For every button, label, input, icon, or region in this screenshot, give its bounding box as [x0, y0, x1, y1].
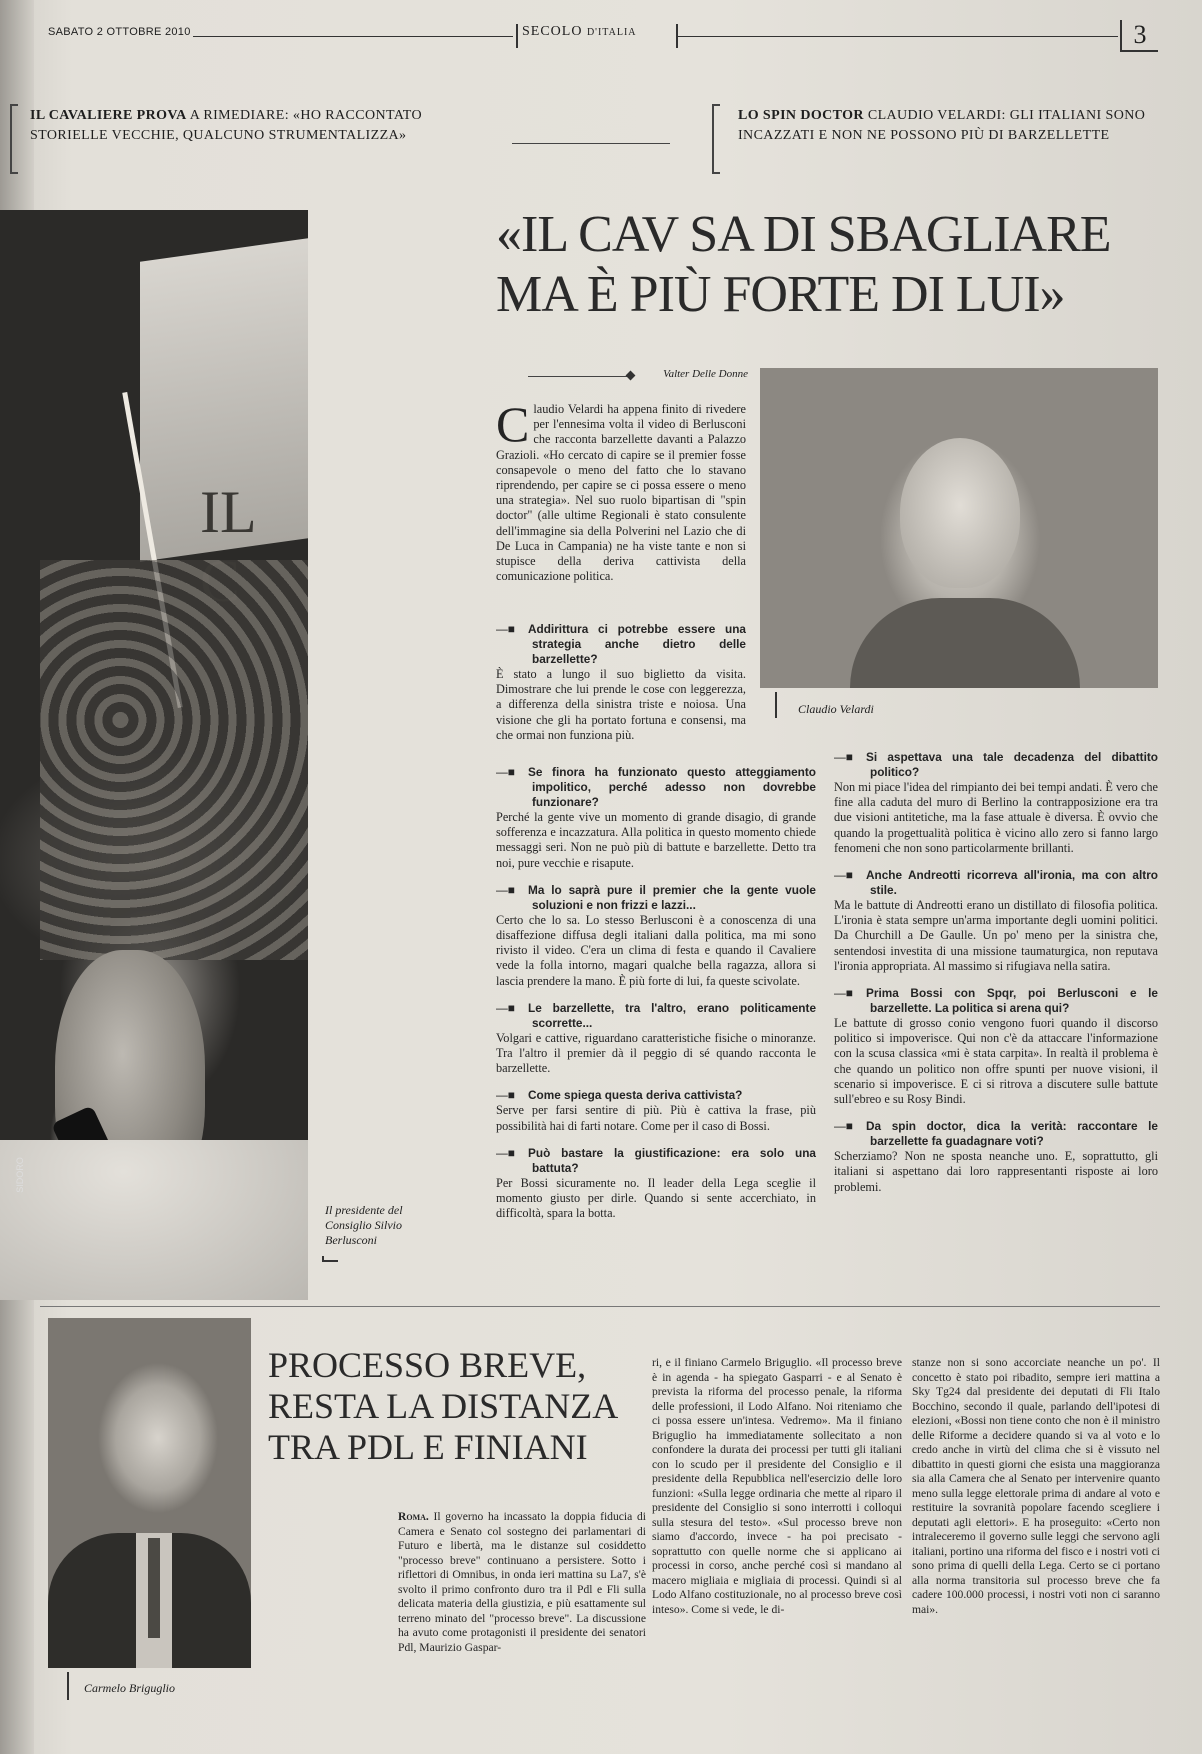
- answer: Perché la gente vive un momento di grande disagio, di grande sofferenza e incazzatura. Alla politica in questo momento chiede messaggi seri. Non ne può più di battute e barzellette. Detto tra noi, pure vecchie e risapute.: [496, 810, 816, 870]
- kicker-right-text: CLAUDIO VELARDI: GLI ITALIANI SONO INCAZZATI E NON NE POSSONO PIÙ DI BARZELLETTE: [738, 108, 1146, 143]
- caption-rule: [775, 692, 777, 718]
- answer: È stato a lungo il suo biglietto da visita. Dimostrare che lui prende le cose con leggerezza, a differenza della sinistra triste e noiosa. Una visione che gli ha portato fortuna e consensi, ma che ormai non funziona più.: [496, 667, 746, 742]
- article2-headline: PROCESSO BREVE, RESTA LA DISTANZA TRA PDL E FINIANI: [268, 1345, 617, 1467]
- photo-shoulder: [0, 1140, 308, 1300]
- briguglio-photo: [48, 1318, 251, 1668]
- question: —■ Anche Andreotti ricorreva all'ironia, ma con altro stile.: [834, 868, 1158, 898]
- article2-col2-text: ri, e il finiano Carmelo Briguglio. «Il processo breve è in agenda - ha spiegato Gasparri - e al Senato è prevista la riforma del processo penale, la riforma delle professioni, il Lodo Alfano. Noi riteniamo che ci possa essere un'intesa. Vedremo». Ma il finiano Briguglio ha immediatamente sollecitato a non confondere la durata dei processi per tutti gli italiani con lo scudo per il presidente del Consiglio e il presidente della Repubblica nell'esercizio delle loro funzioni: «Sulla legge ordinaria che mette al riparo il presidente del Consiglio si sono interrotti i colloqui sulla stesura del testo». «Sul processo breve non siamo d'accordo, invece - ha poi precisato - soprattutto con quelle norme che si applicano ai processi in corso, anche perché così si mandano al macero migliaia e migliaia di processi. Quindi sì al Lodo Alfano costituzionale, no al processo breve così inteso». Come si vede, le di-: [652, 1356, 902, 1616]
- page-number: 3: [1120, 20, 1158, 52]
- photo-crowd: [40, 560, 308, 960]
- article2-col3-text: stanze non si sono accorciate neanche un po'. Il concetto è stato poi ribadito, sempre ieri mattina a Sky Tg24 dal presidente dei deputati di Fli Italo Bocchino, secondo il quale, parlando dell'ipotesi di elezioni, «Bossi non tiene conto che non è il ministro delle Riforme a decidere quando si va al voto e lo credo anche in virtù del clima che si è vissuto nel dibattito in questi giorni che esista una maggioranza sia alla Camera che al Senato per intervenire quanto meno sulla legge elettorale prima di andare al voto e restituire la sovranità popolare facendo scegliere i deputati agli elettori». E ha proseguito: «Certo non intraleceremo il governo sulle leggi che servono agli italiani, portino una riforma del fisco e i nostri voti ci sono prima di quelli della Lega. Certo se ci portano alla norma transitoria sul processo breve che fa cadere 100.000 processi, i nostri voti non ci saranno mai».: [912, 1356, 1160, 1616]
- caption-rule: [322, 1260, 338, 1262]
- masthead-date: SABATO 2 OTTOBRE 2010: [48, 26, 191, 38]
- article2-col1-text: Roma. Il governo ha incassato la doppia fiducia di Camera e Senato col sostegno dei parlamentari di Futuro e libertà, ma le distanze sul cosiddetto "processo breve" continuano a persistere. Sotto i riflettori di Omnibus, in onda ieri mattina su La7, s'è svolto il primo confronto duro tra il Pdl e Fli sulla delicata materia della giustizia, e più esattamente sul terreno minato del "processo breve". La discussione ha avuto come protagonisti il presidente dei senatori Pdl, Maurizio Gaspar-: [398, 1510, 646, 1654]
- kicker-left-text: A RIMEDIARE: «HO RACCONTATO STORIELLE VECCHIE, QUALCUNO STRUMENTALIZZA»: [30, 108, 422, 143]
- kicker-left-bold: IL CAVALIERE PROVA: [30, 108, 187, 123]
- kicker-right: [738, 106, 1158, 146]
- answer: Serve per farsi sentire di più. Più è cattiva la frase, più possibilità hai di farti notare. Come per il caso di Bossi.: [496, 1103, 816, 1133]
- question: —■ Prima Bossi con Spqr, poi Berlusconi e le barzellette. La politica si arena qui?: [834, 986, 1158, 1016]
- kicker-rule: [512, 143, 670, 144]
- answer: Per Bossi sicuramente no. Il leader della Lega sceglie il momento giusto per dirle. Quando si sente accerchiato, in difficoltà, spara la botta.: [496, 1175, 816, 1221]
- main-photo-caption: Il presidente del Consiglio Silvio Berlusconi: [325, 1203, 403, 1247]
- photo-tie: [148, 1538, 160, 1638]
- answer: Volgari e cattive, riguardano caratteristiche fisiche o minoranze. Tra l'altro il premier dà il peggio di sé quando racconta le barzellette.: [496, 1030, 816, 1076]
- photo-banner-letters: IL: [200, 479, 255, 545]
- masthead-divider: [516, 24, 518, 48]
- section-separator: [40, 1306, 1160, 1307]
- question: —■ Le barzellette, tra l'altro, erano politicamente scorrette...: [496, 1000, 816, 1030]
- caption-rule: [67, 1672, 69, 1700]
- velardi-photo: [760, 368, 1158, 688]
- article2-column-1: [398, 1510, 646, 1655]
- article1-column-3: [834, 750, 1158, 1195]
- photo-credit: SIDORO: [14, 1157, 25, 1193]
- question: —■ Addirittura ci potrebbe essere una strategia anche dietro delle barzellette?: [496, 622, 746, 666]
- masthead: [48, 22, 1158, 52]
- velardi-photo-caption: Claudio Velardi: [798, 702, 874, 716]
- dateline: Roma.: [398, 1510, 429, 1523]
- photo-sweater: [850, 598, 1080, 688]
- answer: Non mi piace l'idea del rimpianto dei bei tempi andati. È vero che fine alla caduta del muro di Berlino la contrapposizione era tra due visioni antitetiche, ma la fase attuale è diversa. È ovvio che quando la progettualità politica è vicino allo zero si fanno largo fenomeni che non sono particolarmente brillanti.: [834, 780, 1158, 855]
- question: —■ Da spin doctor, dica la verità: raccontare le barzellette fa guadagnare voti?: [834, 1119, 1158, 1149]
- kicker-right-bold: LO SPIN DOCTOR: [738, 108, 864, 123]
- question: —■ Può bastare la giustificazione: era solo una battuta?: [496, 1145, 816, 1175]
- article1-qa-block: [496, 622, 746, 743]
- dropcap: C: [496, 396, 530, 452]
- question: —■ Come spiega questa deriva cattivista?: [496, 1088, 743, 1103]
- article2-column-3: [912, 1356, 1160, 1617]
- article1-headline: «IL CAV SA DI SBAGLIARE MA È PIÙ FORTE DI LUI»: [496, 206, 1111, 323]
- answer: Le battute di grosso conio vengono fuori quando il discorso politico si impoverisce. Qui non c'è da attaccare l'informazione con la scusa classica «mi è stata carpita». In realtà il problema è che quando un politico non offre spunti per nuove visioni, il scenario si impoverisce. E ci si ritrova a discutere sulle battute sull'ebreo e su Rosy Bindi.: [834, 1016, 1158, 1107]
- article2-column-2: [652, 1356, 902, 1617]
- answer: Ma le battute di Andreotti erano un distillato di filosofia politica. L'ironia è stata sempre un'arma importante degli uomini politici. Da Churchill a De Gaulle. Un po' meno per la sinistra che, sentendosi investita di una missione taumaturgica, non reputava l'ironia appropriata. Al massimo si rifugiava nella satira.: [834, 898, 1158, 973]
- byline: Valter Delle Donne: [663, 368, 748, 380]
- briguglio-photo-caption: Carmelo Briguglio: [84, 1681, 176, 1695]
- article1-intro: Claudio Velardi ha appena finito di rivedere per l'ennesima volta il video di Berlusconi che racconta barzellette davanti a Palazzo Grazioli. «Ho cercato di capire se il premier fosse consapevole o meno del fatto che lo stavano riprendendo, per capire se ci possa essere o meno una strategia». Nel suo ruolo bipartisan di "spin doctor" (alle ultime Regionali è stato consulente dell'immagine sia della Polverini nel Lazio che di De Luca in Campania) ne ha viste tante e non si stupisce della deriva cattivista della comunicazione politica.: [496, 396, 746, 584]
- berlusconi-photo: [0, 210, 308, 1288]
- question: —■ Si aspettava una tale decadenza del dibattito politico?: [834, 750, 1158, 779]
- question: —■ Ma lo saprà pure il premier che la gente vuole soluzioni e non frizzi e lazzi...: [496, 882, 816, 912]
- masthead-rule-right: [678, 36, 1118, 37]
- article1-column-1: [496, 396, 746, 584]
- masthead-paper-name: SECOLO D'ITALIA: [522, 24, 637, 39]
- photo-head: [900, 438, 1020, 588]
- kicker-bracket: [712, 104, 720, 174]
- answer: Certo che lo sa. Lo stesso Berlusconi è a conoscenza di una disaffezione diffusa degli italiani dalla politica, ma mi sono rivisto il video. C'era un clima di festa e quando il Cavaliere vede la folla intorno, magari qualche bella ragazza, allora si lascia prendere la mano. È più forte di lui, fa queste scivolate.: [496, 912, 816, 988]
- answer: Scherziamo? Non ne sposta neanche uno. E, soprattutto, gli italiani si aspettano dai loro rappresentanti risposte ai loro problemi.: [834, 1149, 1158, 1194]
- masthead-rule-left: [193, 36, 513, 37]
- kicker-bracket: [10, 104, 18, 174]
- article1-column-2: [496, 765, 816, 1221]
- question: —■ Se finora ha funzionato questo atteggiamento impolitico, perché adesso non dovrebbe funzionare?: [496, 765, 816, 809]
- kicker-left: [30, 106, 500, 146]
